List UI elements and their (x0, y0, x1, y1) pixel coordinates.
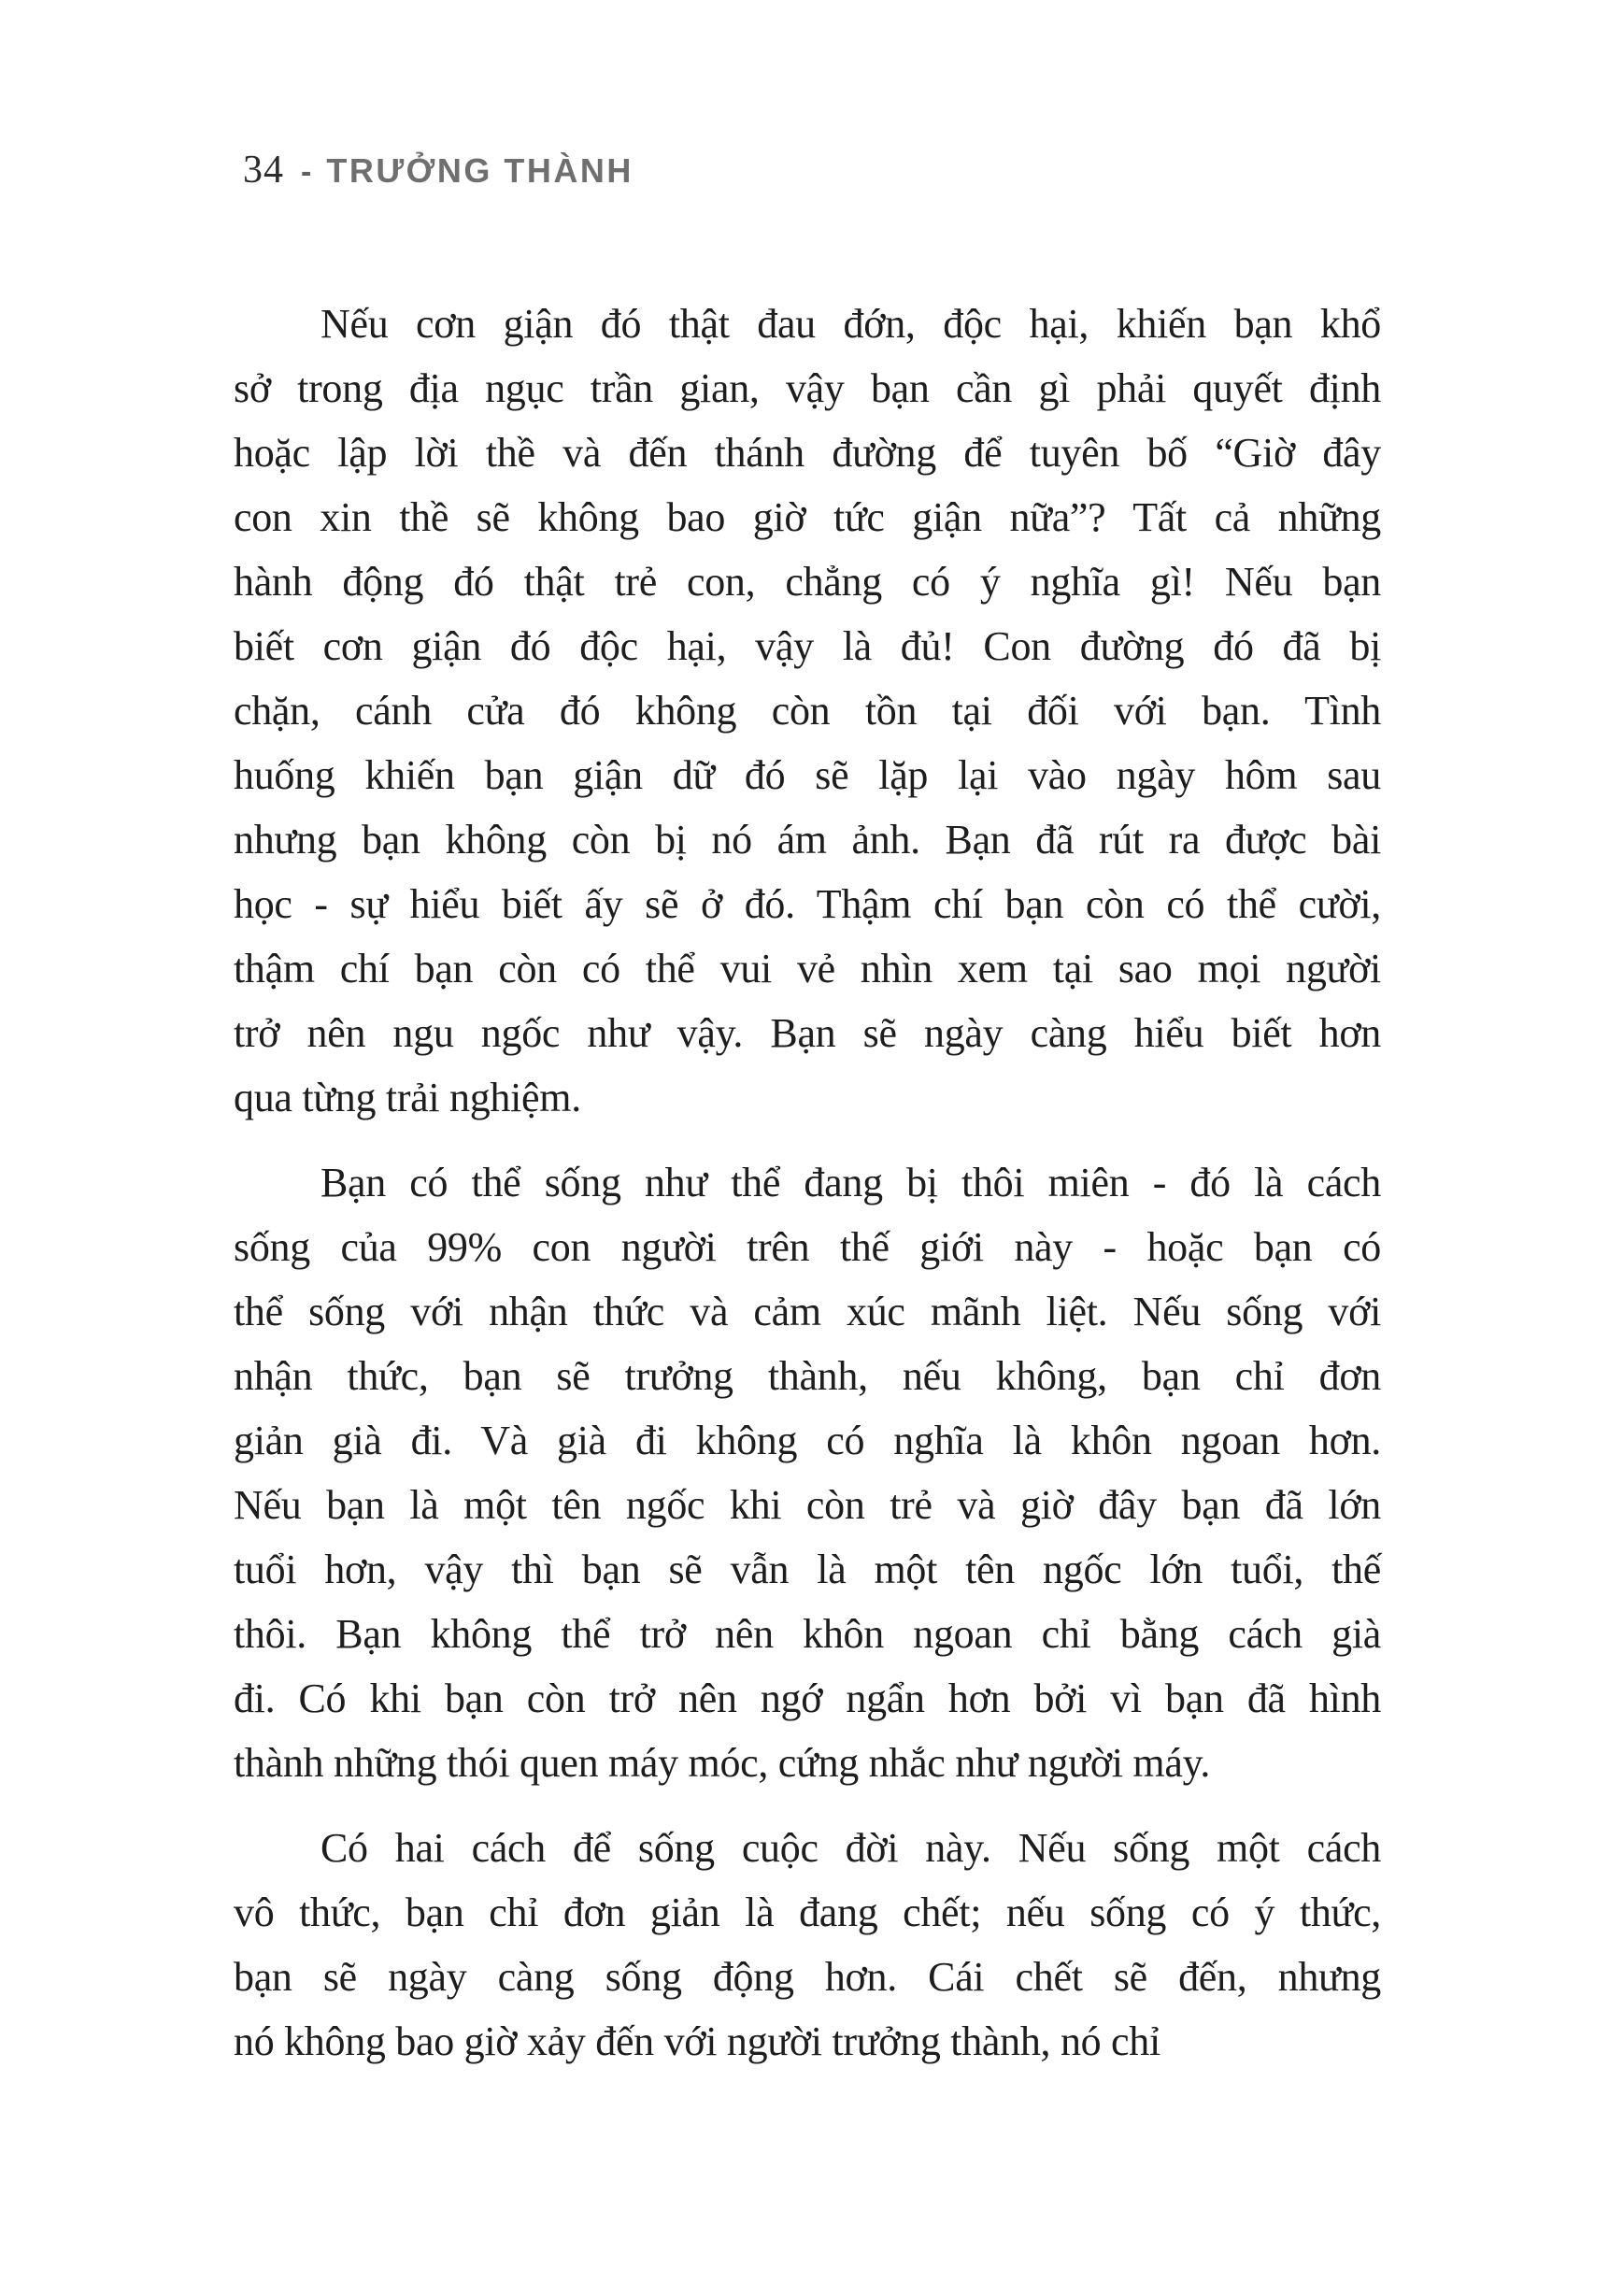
text-line: thậm chí bạn còn có thể vui vẻ nhìn xem tại sao mọi người (234, 946, 1381, 991)
text-line: học - sự hiểu biết ấy sẽ ở đó. Thậm chí bạn còn có thể cười, (234, 881, 1381, 927)
page-header (243, 148, 634, 193)
text-line: thể sống với nhận thức và cảm xúc mãnh liệt. Nếu sống với (234, 1289, 1381, 1334)
page-number: 34 (243, 149, 284, 192)
paragraph (234, 1150, 1381, 1795)
text-line: vô thức, bạn chỉ đơn giản là đang chết; nếu sống có ý thức, (234, 1890, 1381, 1935)
text-line: sở trong địa ngục trần gian, vậy bạn cần gì phải quyết định (234, 365, 1381, 411)
text-line: con xin thề sẽ không bao giờ tức giận nữa”? Tất cả những (234, 494, 1381, 540)
text-line: tuổi hơn, vậy thì bạn sẽ vẫn là một tên ngốc lớn tuổi, thế (234, 1547, 1381, 1592)
text-line: thành những thói quen máy móc, cứng nhắc như người máy. (234, 1740, 1211, 1786)
text-line: đi. Có khi bạn còn trở nên ngớ ngẩn hơn bởi vì bạn đã hình (234, 1676, 1381, 1721)
text-line: Có hai cách để sống cuộc đời này. Nếu sống một cách (320, 1825, 1381, 1871)
text-line: Bạn có thể sống như thể đang bị thôi miên - đó là cách (320, 1160, 1381, 1205)
text-line: nhận thức, bạn sẽ trưởng thành, nếu không, bạn chỉ đơn (234, 1353, 1381, 1399)
text-line: sống của 99% con người trên thế giới này - hoặc bạn có (234, 1224, 1381, 1270)
text-line: hành động đó thật trẻ con, chẳng có ý nghĩa gì! Nếu bạn (234, 559, 1381, 605)
text-line: qua từng trải nghiệm. (234, 1075, 581, 1120)
paragraph (234, 1816, 1381, 2074)
text-line: Nếu bạn là một tên ngốc khi còn trẻ và giờ đây bạn đã lớn (234, 1482, 1381, 1528)
text-line: nó không bao giờ xảy đến với người trưởng thành, nó chỉ (234, 2018, 1160, 2064)
text-line: chặn, cánh cửa đó không còn tồn tại đối với bạn. Tình (234, 688, 1381, 734)
text-line: thôi. Bạn không thể trở nên khôn ngoan chỉ bằng cách già (234, 1611, 1381, 1657)
text-line: huống khiến bạn giận dữ đó sẽ lặp lại vào ngày hôm sau (234, 752, 1381, 798)
text-line: Nếu cơn giận đó thật đau đớn, độc hại, khiến bạn khổ (320, 301, 1381, 347)
paragraph (234, 292, 1381, 1130)
text-line: biết cơn giận đó độc hại, vậy là đủ! Con đường đó đã bị (234, 623, 1381, 669)
header-separator: - (301, 154, 312, 190)
text-line: nhưng bạn không còn bị nó ám ảnh. Bạn đã rút ra được bài (234, 817, 1381, 863)
text-line: giản già đi. Và già đi không có nghĩa là khôn ngoan hơn. (234, 1418, 1381, 1463)
text-line: bạn sẽ ngày càng sống động hơn. Cái chết sẽ đến, nhưng (234, 1954, 1381, 2000)
page-body (234, 292, 1381, 2094)
chapter-title: TRƯỞNG THÀNH (326, 151, 634, 190)
text-line: trở nên ngu ngốc như vậy. Bạn sẽ ngày càng hiểu biết hơn (234, 1010, 1381, 1056)
text-line: hoặc lập lời thề và đến thánh đường để tuyên bố “Giờ đây (234, 430, 1381, 476)
